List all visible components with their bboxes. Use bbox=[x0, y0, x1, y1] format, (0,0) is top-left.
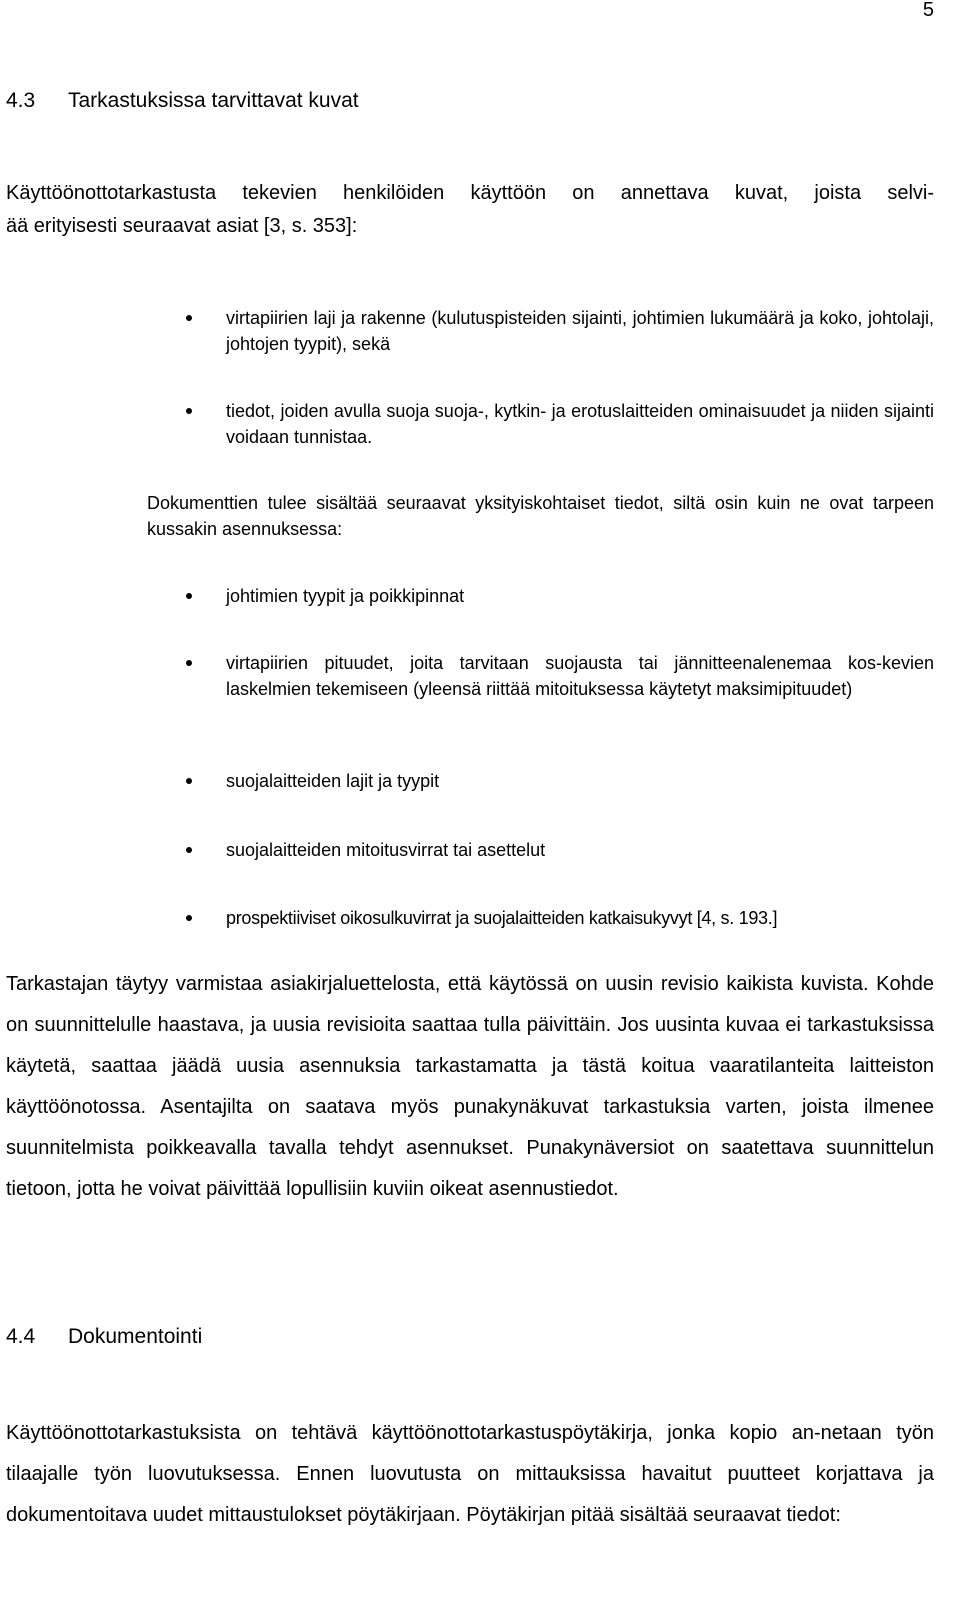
list-item-text: virtapiirien pituudet, joita tarvitaan suojausta tai jännitteenalenemaa kos-kevien laskelmien tekemiseen (yleensä riittää mitoituksessa käytetyt maksimipituudet) bbox=[226, 653, 934, 699]
bullet-icon bbox=[186, 915, 192, 921]
documents-intro-paragraph: Dokumenttien tulee sisältää seuraavat yksityiskohtaiset tiedot, siltä osin kuin ne ovat tarpeen kussakin asennuksessa: bbox=[147, 493, 934, 539]
intro-line-1: Käyttöönottotarkastusta tekevien henkilöiden käyttöön on annettava kuvat, joista selvi- bbox=[6, 182, 934, 204]
intro-line-2: ää erityisesti seuraavat asiat [3, s. 353]: bbox=[6, 215, 358, 237]
section-title: Dokumentointi bbox=[68, 1325, 203, 1348]
bullet-icon bbox=[186, 847, 192, 853]
bullet-icon bbox=[186, 315, 192, 321]
list-item-text: suojalaitteiden mitoitusvirrat tai asettelut bbox=[226, 840, 546, 860]
list-item-text: virtapiirien laji ja rakenne (kulutuspisteiden sijainti, johtimien lukumäärä ja koko, johtolaji, johtojen tyypit), sekä bbox=[226, 308, 934, 354]
section-heading-4-4 bbox=[6, 1325, 202, 1349]
section-number: 4.4 bbox=[6, 1325, 36, 1348]
bullet-icon bbox=[186, 660, 192, 666]
section-title: Tarkastuksissa tarvittavat kuvat bbox=[68, 89, 359, 112]
body-paragraph: Tarkastajan täytyy varmistaa asiakirjaluettelosta, että käytössä on uusin revisio kaikista kuvista. Kohde on suunnittelulle haastava, ja uusia revisioita saattaa tulla päivittäin. Jos uusinta kuvaa ei tarkastuksissa käytetä, saattaa jäädä uusia asennuksia tarkastamatta ja tästä koitua vaaratilanteita laitteiston käyttöönotossa. Asentajilta on saatava myös punakynäkuvat tarkastuksia varten, joista ilmenee suunnitelmista poikkeavalla tavalla tehdyt asennukset. Punakynäversiot on saatettava suunnittelun tietoon, jotta he voivat päivittää lopullisiin kuviin oikeat asennustiedot. bbox=[6, 973, 934, 1200]
section-number: 4.3 bbox=[6, 89, 36, 112]
bullet-icon bbox=[186, 778, 192, 784]
intro-paragraph bbox=[6, 177, 934, 243]
list-item-text: suojalaitteiden lajit ja tyypit bbox=[226, 771, 440, 791]
list-item-text: tiedot, joiden avulla suoja suoja-, kytkin- ja erotuslaitteiden ominaisuudet ja niiden sijainti voidaan tunnistaa. bbox=[226, 401, 934, 447]
page-number: 5 bbox=[922, 0, 934, 21]
section-heading-4-3 bbox=[6, 89, 359, 113]
list-item-text: prospektiiviset oikosulkuvirrat ja suojalaitteiden katkaisukyvyt [4, s. 193.] bbox=[226, 908, 778, 928]
documentation-paragraph: Käyttöönottotarkastuksista on tehtävä käyttöönottotarkastuspöytäkirja, jonka kopio an-netaan työn tilaajalle työn luovutuksessa. Ennen luovutusta on mittauksissa havaitut puutteet korjattava ja dokumentoitava uudet mittaustulokset pöytäkirjaan. Pöytäkirjan pitää sisältää seuraavat tiedot: bbox=[6, 1422, 934, 1526]
bullet-icon bbox=[186, 593, 192, 599]
list-item-text: johtimien tyypit ja poikkipinnat bbox=[226, 586, 465, 606]
bullet-icon bbox=[186, 408, 192, 414]
